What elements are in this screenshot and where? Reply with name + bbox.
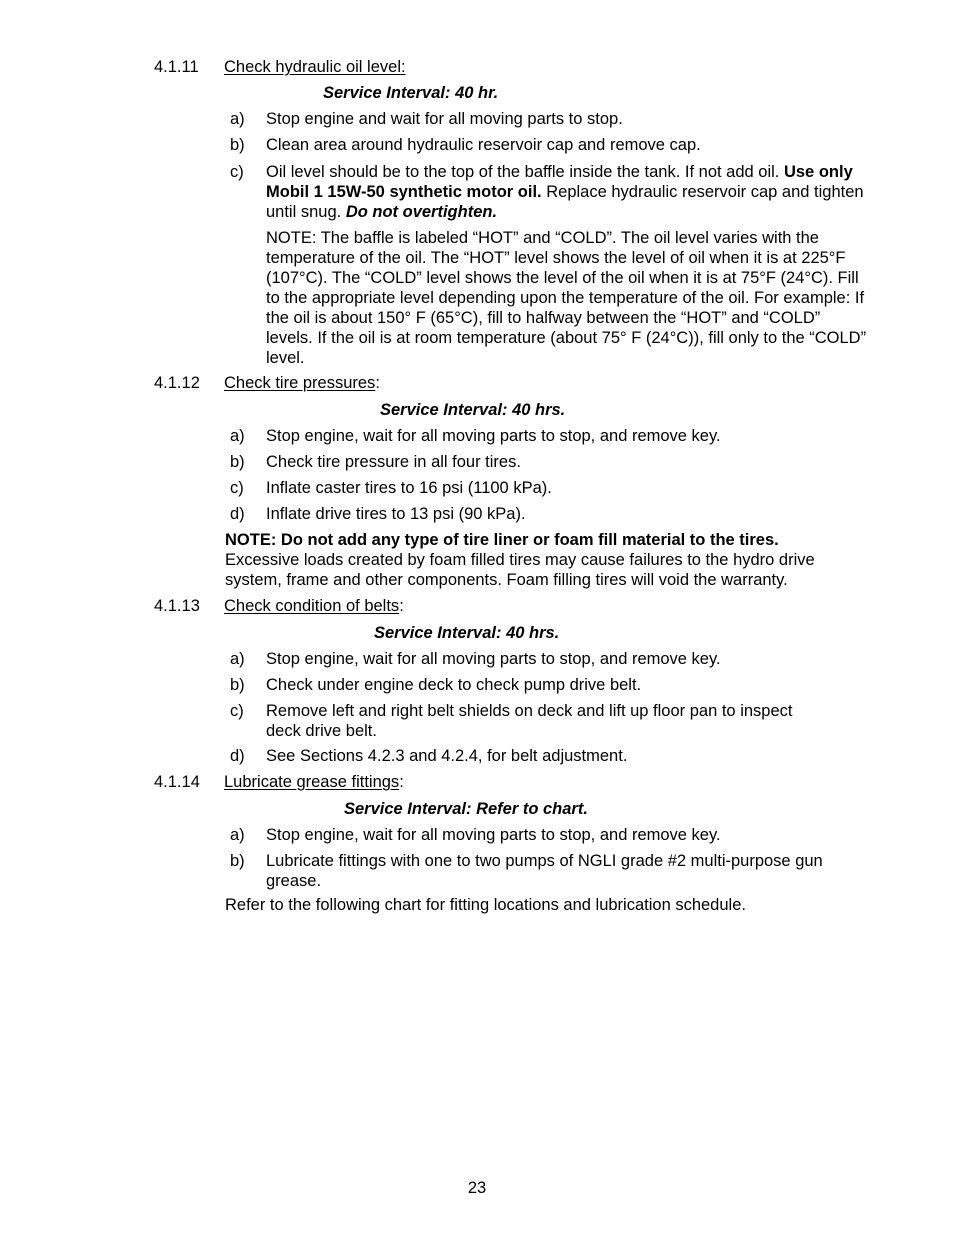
service-interval-4-1-12: Service Interval: 40 hrs. [380,401,566,419]
oil-instructions: Oil level should be to the top of the baffle inside the tank. If not add oil. Use only Mobil 1 15W-50 synthetic motor oil. Replace hydraulic reservoir cap and tighten until snug. Do not overtighten. [266,163,864,221]
page-number: 23 [467,1179,487,1197]
manual-page: 4.1.11 Check hydraulic oil level: Service Interval: 40 hr. a) Stop engine and wait for all moving parts to stop. b) Clean area around hydraulic reservoir cap and remove cap. c) Oil level should be to the top of the baffle inside the tank. If not add oil. Use only Mobil 1 15W-50 synthetic motor oil. Replace hydraulic reservoir cap and tighten until snug. Do not overtighten. NOTE: The baffle is labeled “HOT” and “COLD”. The oil level varies with the temperature of the oil. The “HOT” level shows the level of oil when it is at 225°F (107°C). The “COLD” level shows the level of the oil when it is at 75°F (24°C). Fill to the appropriate level depending upon the temperature of the oil. For example: If the oil is about 150° F (65°C), fill to halfway between the “HOT” and “COLD” levels. If the oil is at room temperature (about 75° F (24°C)), fill only to the “COLD” level. 4.1.12 Check tire pressures: Service Interval: 40 hrs. a) Stop engine, wait for all moving parts to stop, and remove key. b) Check tire pressure in all four tires. c) Inflate caster tires to 16 psi (1100 kPa). d) Inflate drive tires to 13 psi (90 kPa). NOTE: Do not add any type of tire liner or foam fill material to the tires. Excessive loads created by foam filled tires may cause failures to the hydro drive system, frame and other components. Foam filling tires will void the warranty. 4.1.13 Check condition of belts: Service Interval: 40 hrs. a) Stop engine, wait for all moving parts to stop, and remove key. b) Check under engine deck to check pump drive belt. c) Remove left and right belt shields on deck and lift up floor pan to inspect deck drive belt. d) See Sections 4.2.3 and 4.2.4, for belt adjustment. 4.1.14 Lubricate grease fittings: Service Interval: Refer to chart. a) Stop engine, wait for all moving parts to stop, and remove key. b) Lubricate fittings with one to two pumps of NGLI grade #2 multi-purpose gun grease. Refer to the following chart for fitting locations and lubrication schedule. 23 [0,0,954,1235]
section-title: Check condition of belts: [224,597,404,615]
chart-reference: Refer to the following chart for fitting locations and lubrication schedule. [225,896,746,914]
tire-note-heading: NOTE: Do not add any type of tire liner or foam fill material to the tires. [225,531,779,549]
tire-liner-note: NOTE: Do not add any type of tire liner or foam fill material to the tires. Excessive loads created by foam filled tires may cause failures to the hydro drive system, frame and other components. Foam filling tires will void the warranty. [225,531,815,589]
section-number: 4.1.12 [154,374,200,392]
service-interval-4-1-14: Service Interval: Refer to chart. [344,800,588,818]
section-title: Check tire pressures: [224,374,380,392]
hot-cold-note: NOTE: The baffle is labeled “HOT” and “COLD”. The oil level varies with the temperature of the oil. The “HOT” level shows the level of oil when it is at 225°F (107°C). The “COLD” level shows the level of the oil when it is at 75°F (24°C). Fill to the appropriate level depending upon the temperature of the oil. For example: If the oil is about 150° F (65°C), fill to halfway between the “HOT” and “COLD” levels. If the oil is at room temperature (about 75° F (24°C)), fill only to the “COLD” level. [266,229,867,367]
service-interval-4-1-11: Service Interval: 40 hr. [323,84,499,102]
oil-type-warning: Use only Mobil 1 15W-50 synthetic motor oil. [266,163,853,201]
service-interval-4-1-13: Service Interval: 40 hrs. [374,624,560,642]
section-number: 4.1.11 [154,58,199,76]
section-title: Lubricate grease fittings: [224,773,404,791]
section-number: 4.1.14 [154,773,200,791]
overtighten-warning: Do not overtighten. [345,203,498,221]
section-title: Check hydraulic oil level: [224,58,406,76]
section-number: 4.1.13 [154,597,200,615]
